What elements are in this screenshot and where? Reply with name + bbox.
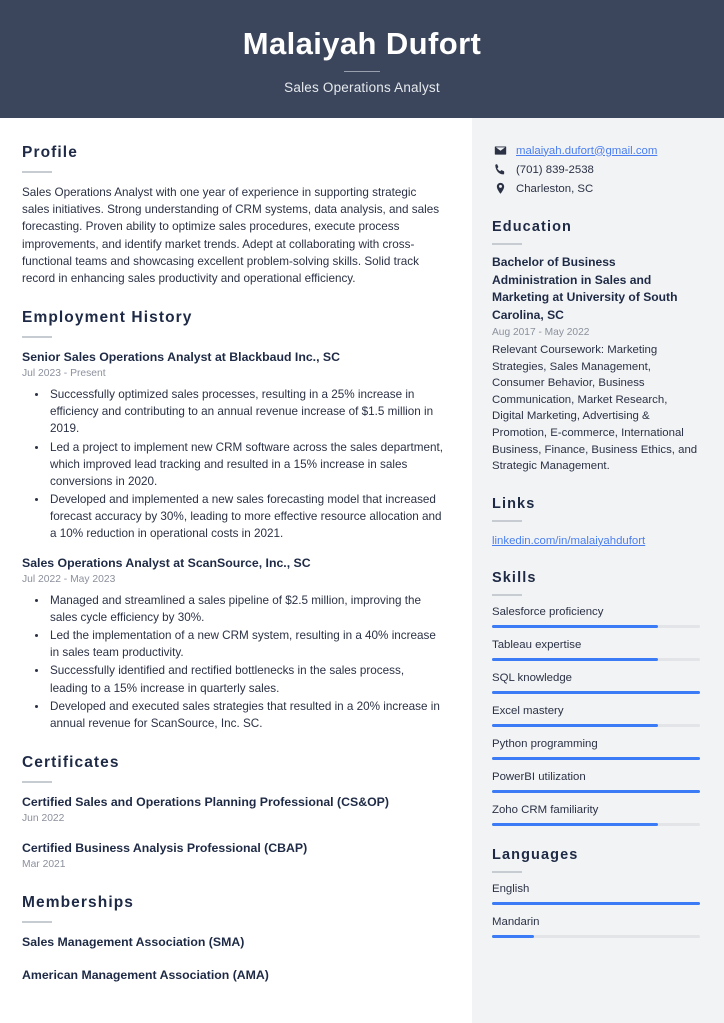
skill-label: Tableau expertise (492, 638, 582, 651)
profile-link[interactable]: linkedin.com/in/malaiyahdufort (492, 534, 646, 547)
employment-bullet: • Developed and implemented a new sales forecasting model that increased forecast accuracy by 30%, leading to more effective resource allocation and a 10% reduction in operational costs in 2021. (48, 491, 444, 542)
language-level-fill (492, 902, 700, 905)
employment-bullet: • Developed and executed sales strategies that resulted in a 20% increase in annual revenue for ScanSource, Inc. SC. (48, 698, 444, 732)
skill (492, 770, 700, 793)
language-label: English (492, 882, 530, 895)
skill-level-fill (492, 757, 700, 760)
links-section (492, 496, 700, 549)
employment-heading-rule (22, 336, 52, 338)
skill-level-bar (492, 691, 700, 694)
education-description: Relevant Coursework: Marketing Strategies, Sales Management, Consumer Behavior, Business Communication, Market Research, Digital Marketing, Advertising & Promotion, E-commerce, International Business, Finance, Business Ethics, and Strategic Management. (492, 344, 698, 473)
contact-row (492, 163, 700, 176)
header-divider (344, 71, 380, 72)
skill (492, 803, 700, 826)
employment-entries (22, 349, 444, 732)
location-pin-icon (492, 182, 508, 195)
contact-text: (701) 839-2538 (516, 163, 594, 176)
employment-bullet: • Successfully identified and rectified bottlenecks in the sales process, leading to a 15% increase in quarterly sales. (48, 662, 444, 696)
links-heading-rule (492, 520, 522, 522)
certificate-entry (22, 840, 444, 872)
resume-body (0, 118, 724, 1023)
candidate-job-title: Sales Operations Analyst (284, 79, 440, 95)
links-list (492, 531, 700, 549)
certificate-date: Jun 2022 (22, 812, 65, 824)
contact-text: Charleston, SC (516, 182, 594, 195)
memberships-section (22, 894, 444, 983)
skill (492, 704, 700, 727)
skill-level-fill (492, 625, 658, 628)
language (492, 915, 700, 938)
skill (492, 638, 700, 661)
languages-section (492, 847, 700, 938)
membership-entry (22, 934, 444, 950)
skill (492, 737, 700, 760)
employment-bullet: • Successfully optimized sales processes, resulting in a 25% increase in efficiency and contributing to an annual revenue increase of $1.5 million in 2019. (48, 386, 444, 437)
certificates-section (22, 754, 444, 872)
skills-heading-rule (492, 594, 522, 596)
skill-level-bar (492, 757, 700, 760)
languages-list (492, 882, 700, 938)
language-level-bar (492, 935, 700, 938)
membership-title: American Management Association (AMA) (22, 967, 269, 982)
memberships-heading-rule (22, 921, 52, 923)
skill-level-bar (492, 658, 700, 661)
skill-label: SQL knowledge (492, 671, 572, 684)
profile-section (22, 144, 444, 287)
skill-level-bar (492, 724, 700, 727)
certificate-date: Mar 2021 (22, 858, 66, 870)
certificate-entry (22, 794, 444, 826)
links-heading: Links (492, 495, 536, 512)
membership-entry (22, 967, 444, 983)
profile-heading-rule (22, 171, 52, 173)
membership-entries (22, 934, 444, 983)
membership-title: Sales Management Association (SMA) (22, 934, 245, 949)
employment-bullet-list (22, 592, 444, 732)
main-column (0, 118, 472, 1023)
employment-entry-title: Senior Sales Operations Analyst at Blackbaud Inc., SC (22, 350, 340, 365)
skills-section (492, 570, 700, 826)
skill-label: Python programming (492, 737, 598, 750)
skill (492, 671, 700, 694)
skill-label: Salesforce proficiency (492, 605, 604, 618)
certificates-heading: Certificates (22, 753, 120, 771)
education-date: Aug 2017 - May 2022 (492, 327, 590, 338)
skill-level-fill (492, 658, 658, 661)
skill-level-bar (492, 823, 700, 826)
employment-bullet: • Led the implementation of a new CRM system, resulting in a 40% increase in sales team productivity. (48, 627, 444, 661)
skill-level-fill (492, 790, 700, 793)
education-heading: Education (492, 219, 572, 235)
languages-heading: Languages (492, 846, 579, 863)
employment-entry (22, 555, 444, 732)
resume-header (0, 0, 724, 118)
skill (492, 605, 700, 628)
employment-entry-title: Sales Operations Analyst at ScanSource, Inc., SC (22, 556, 311, 571)
sidebar-column (472, 118, 724, 1023)
certificates-heading-rule (22, 781, 52, 783)
envelope-icon (492, 144, 508, 157)
language-level-fill (492, 935, 534, 938)
employment-bullet-list (22, 386, 444, 542)
contact-row (492, 182, 700, 195)
skill-level-fill (492, 691, 700, 694)
employment-entry (22, 349, 444, 542)
education-degree: Bachelor of Business Administration in Sales and Marketing at University of South Carolina, SC (492, 255, 678, 322)
candidate-name: Malaiyah Dufort (242, 26, 482, 62)
skills-list (492, 605, 700, 826)
employment-entry-date: Jul 2023 - Present (22, 368, 106, 380)
education-heading-rule (492, 243, 522, 245)
contact-email-link[interactable]: malaiyah.dufort@gmail.com (516, 144, 658, 157)
language (492, 882, 700, 905)
certificate-title: Certified Business Analysis Professional (CBAP) (22, 840, 308, 855)
skill-label: PowerBI utilization (492, 770, 586, 783)
phone-icon (492, 163, 508, 176)
skill-level-fill (492, 724, 658, 727)
profile-heading: Profile (22, 144, 78, 161)
employment-heading: Employment History (22, 309, 193, 327)
employment-bullet: • Managed and streamlined a sales pipeline of $2.5 million, improving the sales cycle efficiency by 30%. (48, 592, 444, 626)
education-section (492, 219, 700, 475)
language-label: Mandarin (492, 915, 540, 928)
contact-list (492, 144, 700, 195)
skills-heading: Skills (492, 569, 537, 586)
languages-heading-rule (492, 871, 522, 873)
certificate-entries (22, 794, 444, 872)
skill-level-bar (492, 625, 700, 628)
employment-bullet: • Led a project to implement new CRM software across the sales department, which improved lead tracking and resulted in a 15% increase in sales conversions in 2020. (48, 439, 444, 490)
skill-level-fill (492, 823, 658, 826)
skill-label: Zoho CRM familiarity (492, 803, 599, 816)
skill-label: Excel mastery (492, 704, 564, 717)
memberships-heading: Memberships (22, 893, 135, 911)
certificate-title: Certified Sales and Operations Planning Professional (CS&OP) (22, 794, 389, 809)
contact-row[interactable] (492, 144, 700, 157)
language-level-bar (492, 902, 700, 905)
profile-text: Sales Operations Analyst with one year of experience in supporting strategic sales initiatives. Strong understanding of CRM systems, data analysis, and sales forecasting. Proven ability to optimize sales procedures, execute process improvements, and identify market trends. Adept at collaborating with cross-functional teams and showcasing excellent problem-solving skills. Solid track record in enhancing sales productivity and operational efficiency. (22, 186, 440, 286)
employment-entry-date: Jul 2022 - May 2023 (22, 574, 116, 586)
employment-section (22, 309, 444, 732)
skill-level-bar (492, 790, 700, 793)
